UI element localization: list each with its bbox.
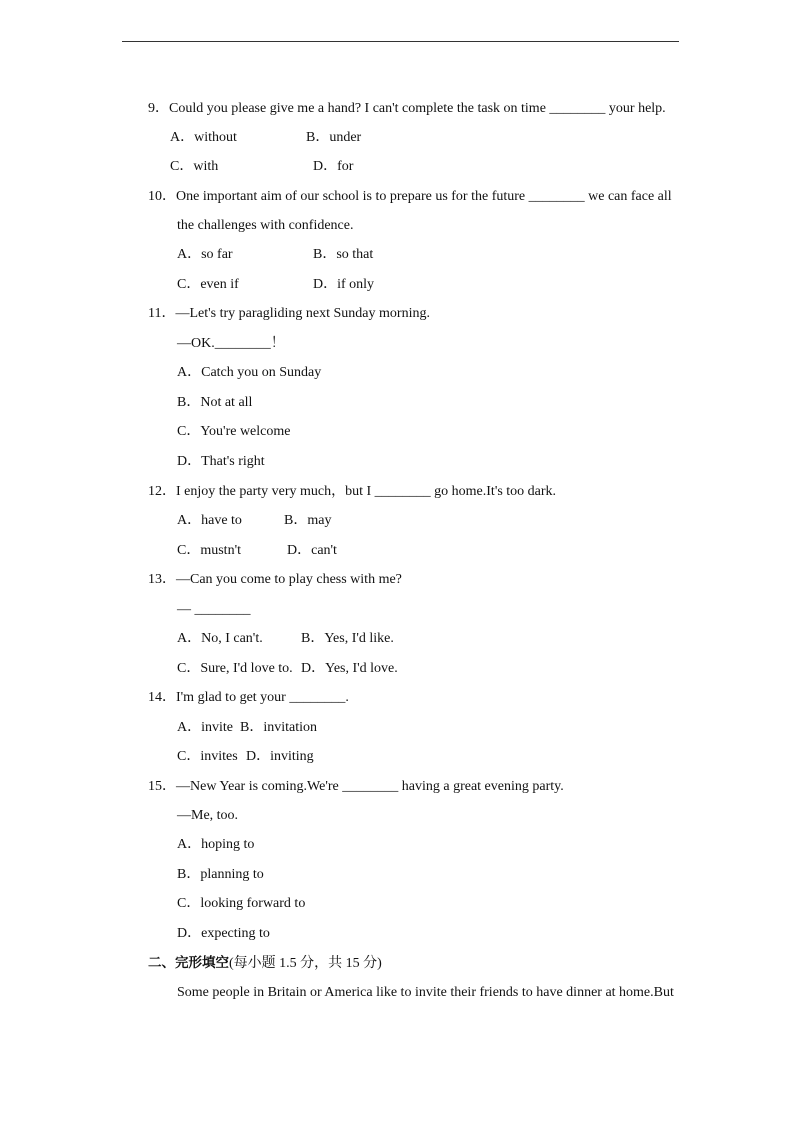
section-2-heading: [148, 954, 382, 973]
question-9-option-a: A．without: [170, 130, 237, 145]
question-13-option-a: A．No, I can't.: [177, 631, 263, 646]
question-13-option-b: B．Yes, I'd like.: [301, 631, 394, 646]
question-11-text: 11．—Let's try paragliding next Sunday morning.: [148, 306, 430, 321]
section-2-title: 二、完形填空: [148, 955, 229, 971]
question-14-option-a: A．invite: [177, 720, 233, 735]
question-9-option-b: B．under: [306, 130, 362, 145]
question-11-option-a: A．Catch you on Sunday: [177, 365, 322, 380]
question-15-text: 15．—New Year is coming.We're ________ having a great evening party.: [148, 779, 564, 794]
question-9-text: 9．Could you please give me a hand? I can't complete the task on time ________ your help.: [148, 101, 666, 116]
question-11-option-d: D．That's right: [177, 454, 265, 469]
question-15-option-c: C．looking forward to: [177, 896, 306, 911]
question-10-option-c: C．even if: [177, 277, 239, 292]
question-13-option-d: D．Yes, I'd love.: [301, 661, 398, 676]
question-13-text: 13．—Can you come to play chess with me?: [148, 572, 402, 587]
question-14-option-b: B．invitation: [240, 720, 317, 735]
question-11-option-b: B．Not at all: [177, 395, 253, 410]
question-12-option-a: A．have to: [177, 513, 242, 528]
question-13-reply: — ________: [177, 602, 251, 617]
question-10-option-b: B．so that: [313, 247, 374, 262]
question-10-text-cont: the challenges with confidence.: [177, 218, 354, 233]
question-9-option-d: D．for: [313, 159, 354, 174]
question-15-reply: —Me, too.: [177, 808, 239, 823]
question-10-option-d: D．if only: [313, 277, 375, 292]
passage-line-1: Some people in Britain or America like to invite their friends to have dinner at home.But: [177, 985, 674, 1000]
question-15-option-d: D．expecting to: [177, 926, 270, 941]
question-11-reply: —OK.________！: [177, 336, 285, 351]
question-14-option-d: D．inviting: [246, 749, 314, 764]
question-13-option-c: C．Sure, I'd love to.: [177, 661, 293, 676]
question-11-option-c: C．You're welcome: [177, 424, 291, 439]
question-12-option-d: D．can't: [287, 543, 337, 558]
question-9-option-c: C．with: [170, 159, 219, 174]
question-12-text: 12．I enjoy the party very much，but I ________ go home.It's too dark.: [148, 484, 557, 499]
question-14-option-c: C．invites: [177, 749, 238, 764]
question-10-text: 10．One important aim of our school is to prepare us for the future ________ we can face all: [148, 189, 672, 204]
header-rule: [122, 41, 679, 42]
question-12-option-c: C．mustn't: [177, 543, 241, 558]
question-14-text: 14．I'm glad to get your ________.: [148, 690, 349, 705]
question-15-option-a: A．hoping to: [177, 837, 255, 852]
question-10-option-a: A．so far: [177, 247, 233, 262]
question-12-option-b: B．may: [284, 513, 332, 528]
question-15-option-b: B．planning to: [177, 867, 264, 882]
section-2-note: (每小题 1.5 分，共 15 分): [229, 956, 382, 971]
